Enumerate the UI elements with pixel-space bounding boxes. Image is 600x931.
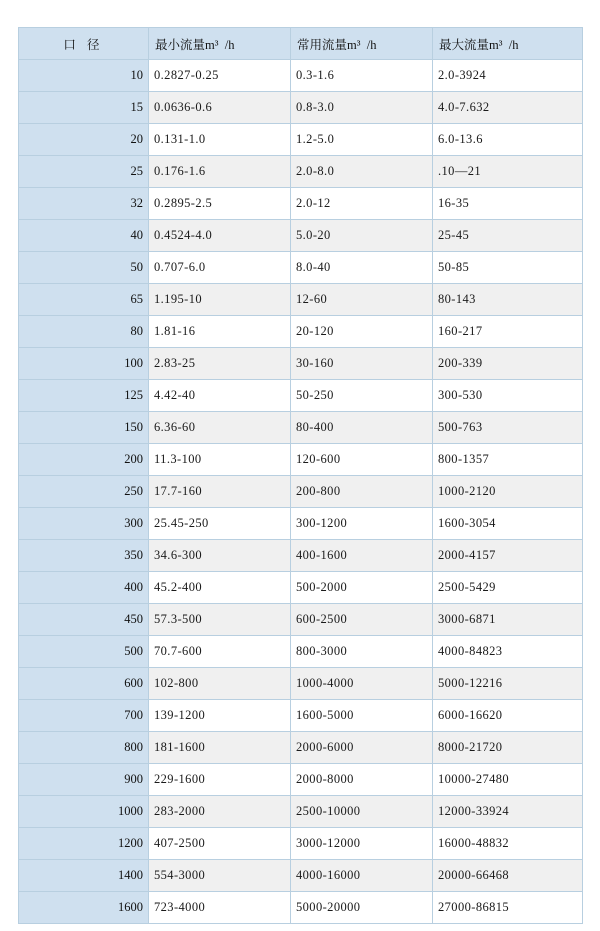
cell-min-flow: 45.2-400 [149, 572, 291, 604]
table-row [19, 316, 583, 348]
cell-max-flow: 1600-3054 [433, 508, 583, 540]
table-row [19, 284, 583, 316]
table-body [19, 60, 583, 924]
cell-min-flow: 407-2500 [149, 828, 291, 860]
cell-normal-flow: 1600-5000 [291, 700, 433, 732]
table-row [19, 540, 583, 572]
column-header-min-flow: 最小流量m³ /h [149, 28, 291, 60]
cell-min-flow: 102-800 [149, 668, 291, 700]
column-header-normal-flow: 常用流量m³ /h [291, 28, 433, 60]
cell-caliber: 450 [19, 604, 149, 636]
cell-normal-flow: 2.0-12 [291, 188, 433, 220]
cell-min-flow: 1.195-10 [149, 284, 291, 316]
cell-normal-flow: 80-400 [291, 412, 433, 444]
cell-min-flow: 181-1600 [149, 732, 291, 764]
cell-min-flow: 0.2895-2.5 [149, 188, 291, 220]
cell-normal-flow: 50-250 [291, 380, 433, 412]
cell-caliber: 250 [19, 476, 149, 508]
cell-min-flow: 1.81-16 [149, 316, 291, 348]
flow-range-table [18, 27, 583, 924]
cell-normal-flow: 200-800 [291, 476, 433, 508]
table-row [19, 476, 583, 508]
cell-max-flow: 12000-33924 [433, 796, 583, 828]
cell-min-flow: 723-4000 [149, 892, 291, 924]
cell-normal-flow: 5.0-20 [291, 220, 433, 252]
cell-normal-flow: 1.2-5.0 [291, 124, 433, 156]
cell-max-flow: 4.0-7.632 [433, 92, 583, 124]
table-row [19, 188, 583, 220]
table-row [19, 892, 583, 924]
cell-normal-flow: 400-1600 [291, 540, 433, 572]
cell-caliber: 900 [19, 764, 149, 796]
cell-max-flow: 200-339 [433, 348, 583, 380]
cell-caliber: 1400 [19, 860, 149, 892]
table-row [19, 124, 583, 156]
cell-min-flow: 229-1600 [149, 764, 291, 796]
cell-caliber: 80 [19, 316, 149, 348]
cell-max-flow: 4000-84823 [433, 636, 583, 668]
cell-caliber: 1600 [19, 892, 149, 924]
table-row [19, 92, 583, 124]
cell-normal-flow: 2000-8000 [291, 764, 433, 796]
cell-max-flow: 300-530 [433, 380, 583, 412]
table-row [19, 60, 583, 92]
cell-min-flow: 0.707-6.0 [149, 252, 291, 284]
cell-min-flow: 2.83-25 [149, 348, 291, 380]
cell-normal-flow: 12-60 [291, 284, 433, 316]
table-header-row [19, 28, 583, 60]
table-row [19, 604, 583, 636]
cell-caliber: 1000 [19, 796, 149, 828]
table-row [19, 220, 583, 252]
table-row [19, 252, 583, 284]
cell-caliber: 350 [19, 540, 149, 572]
cell-max-flow: 16-35 [433, 188, 583, 220]
cell-caliber: 65 [19, 284, 149, 316]
cell-caliber: 800 [19, 732, 149, 764]
cell-max-flow: 8000-21720 [433, 732, 583, 764]
table-row [19, 732, 583, 764]
cell-normal-flow: 20-120 [291, 316, 433, 348]
table-row [19, 700, 583, 732]
cell-normal-flow: 0.8-3.0 [291, 92, 433, 124]
cell-max-flow: 6000-16620 [433, 700, 583, 732]
column-header-max-flow: 最大流量m³ /h [433, 28, 583, 60]
cell-max-flow: 3000-6871 [433, 604, 583, 636]
cell-max-flow: 5000-12216 [433, 668, 583, 700]
cell-caliber: 40 [19, 220, 149, 252]
cell-normal-flow: 30-160 [291, 348, 433, 380]
cell-caliber: 50 [19, 252, 149, 284]
cell-caliber: 150 [19, 412, 149, 444]
cell-max-flow: 2.0-3924 [433, 60, 583, 92]
cell-min-flow: 6.36-60 [149, 412, 291, 444]
cell-normal-flow: 120-600 [291, 444, 433, 476]
cell-normal-flow: 5000-20000 [291, 892, 433, 924]
cell-min-flow: 70.7-600 [149, 636, 291, 668]
table-row [19, 860, 583, 892]
cell-caliber: 200 [19, 444, 149, 476]
cell-max-flow: 6.0-13.6 [433, 124, 583, 156]
cell-max-flow: 2000-4157 [433, 540, 583, 572]
cell-normal-flow: 800-3000 [291, 636, 433, 668]
cell-max-flow: 160-217 [433, 316, 583, 348]
cell-max-flow: 10000-27480 [433, 764, 583, 796]
cell-max-flow: 50-85 [433, 252, 583, 284]
column-header-caliber: 口 径 [19, 28, 149, 60]
cell-max-flow: 20000-66468 [433, 860, 583, 892]
cell-caliber: 25 [19, 156, 149, 188]
cell-caliber: 20 [19, 124, 149, 156]
table-row [19, 348, 583, 380]
table-row [19, 636, 583, 668]
cell-normal-flow: 4000-16000 [291, 860, 433, 892]
cell-normal-flow: 2.0-8.0 [291, 156, 433, 188]
table-row [19, 796, 583, 828]
cell-caliber: 125 [19, 380, 149, 412]
cell-min-flow: 25.45-250 [149, 508, 291, 540]
cell-max-flow: 1000-2120 [433, 476, 583, 508]
cell-min-flow: 0.2827-0.25 [149, 60, 291, 92]
cell-min-flow: 0.4524-4.0 [149, 220, 291, 252]
cell-caliber: 10 [19, 60, 149, 92]
table-row [19, 828, 583, 860]
cell-caliber: 15 [19, 92, 149, 124]
table-row [19, 412, 583, 444]
cell-max-flow: 80-143 [433, 284, 583, 316]
cell-normal-flow: 0.3-1.6 [291, 60, 433, 92]
cell-caliber: 100 [19, 348, 149, 380]
cell-normal-flow: 2000-6000 [291, 732, 433, 764]
cell-caliber: 500 [19, 636, 149, 668]
cell-normal-flow: 8.0-40 [291, 252, 433, 284]
cell-min-flow: 11.3-100 [149, 444, 291, 476]
cell-max-flow: 2500-5429 [433, 572, 583, 604]
cell-min-flow: 554-3000 [149, 860, 291, 892]
cell-normal-flow: 1000-4000 [291, 668, 433, 700]
cell-caliber: 600 [19, 668, 149, 700]
table-row [19, 444, 583, 476]
cell-min-flow: 57.3-500 [149, 604, 291, 636]
cell-max-flow: 500-763 [433, 412, 583, 444]
cell-min-flow: 17.7-160 [149, 476, 291, 508]
cell-min-flow: 4.42-40 [149, 380, 291, 412]
cell-caliber: 32 [19, 188, 149, 220]
cell-caliber: 300 [19, 508, 149, 540]
table-row [19, 572, 583, 604]
cell-normal-flow: 300-1200 [291, 508, 433, 540]
cell-normal-flow: 3000-12000 [291, 828, 433, 860]
cell-min-flow: 34.6-300 [149, 540, 291, 572]
cell-caliber: 400 [19, 572, 149, 604]
cell-max-flow: 25-45 [433, 220, 583, 252]
cell-caliber: 700 [19, 700, 149, 732]
cell-min-flow: 283-2000 [149, 796, 291, 828]
cell-min-flow: 0.131-1.0 [149, 124, 291, 156]
table-row [19, 380, 583, 412]
table-row [19, 156, 583, 188]
cell-normal-flow: 2500-10000 [291, 796, 433, 828]
table-row [19, 508, 583, 540]
cell-max-flow: 800-1357 [433, 444, 583, 476]
table-row [19, 764, 583, 796]
cell-min-flow: 0.0636-0.6 [149, 92, 291, 124]
cell-caliber: 1200 [19, 828, 149, 860]
cell-max-flow: .10—21 [433, 156, 583, 188]
cell-min-flow: 139-1200 [149, 700, 291, 732]
table-header [19, 28, 583, 60]
cell-normal-flow: 500-2000 [291, 572, 433, 604]
cell-min-flow: 0.176-1.6 [149, 156, 291, 188]
table-row [19, 668, 583, 700]
cell-max-flow: 16000-48832 [433, 828, 583, 860]
cell-normal-flow: 600-2500 [291, 604, 433, 636]
cell-max-flow: 27000-86815 [433, 892, 583, 924]
